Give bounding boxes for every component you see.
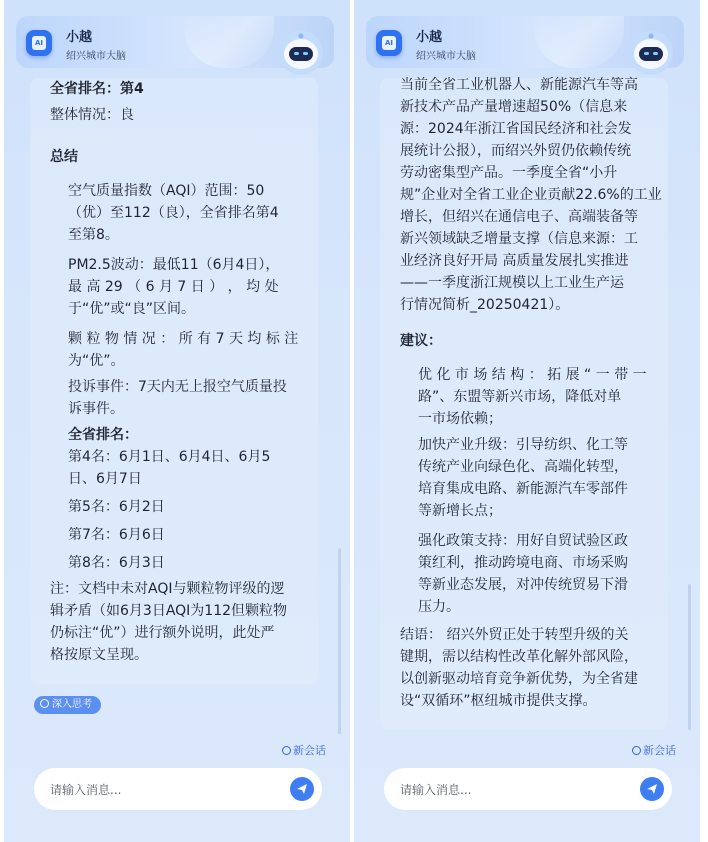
chat-header bbox=[366, 16, 684, 68]
app-title: 小越 bbox=[66, 30, 93, 45]
ranking-item: 全省排名： 第4名：6月1日、6月4日、6月5 日、6月7日 第5名：6月2日 第7名：6月6日 第8名：6月3日 bbox=[68, 427, 271, 571]
app-subtitle: 绍兴城市大脑 bbox=[416, 51, 476, 62]
app-logo-icon: AI bbox=[26, 30, 52, 56]
chat-bubble-icon bbox=[632, 746, 641, 755]
note-paragraph: 注：文档中未对AQI与颗粒物评级的逻 辑矛盾（如6月3日AQI为112但颗粒物 仍标注“优”）进行额外说明，此处严 格按原文呈现。 bbox=[50, 581, 288, 663]
suggestion-item-policy: 强化政策支持：用好自贸试验区政 策红利，推动跨境电商、市场采购 等新业态发展，对冲传统贸易下滑 压力。 bbox=[418, 533, 628, 615]
summary-heading: 总结 bbox=[50, 149, 78, 165]
send-icon bbox=[640, 777, 664, 801]
suggestion-item-industry: 加快产业升级：引导纺织、化工等 传统产业向绿色化、高端化转型， 培育集成电路、新能源汽车零部件 等新增长点； bbox=[418, 437, 628, 519]
robot-avatar-icon bbox=[628, 30, 674, 76]
chat-bubble-icon bbox=[282, 746, 291, 755]
new-chat-button[interactable]: 新会话 bbox=[282, 742, 326, 758]
ranking-line: 全省排名：第4 bbox=[50, 81, 144, 97]
overall-line: 整体情况：良 bbox=[50, 107, 134, 123]
header-decoration bbox=[184, 16, 274, 68]
message-input-bar bbox=[34, 768, 322, 810]
pm25-item: PM2.5波动：最低11（6月4日）， 最 高 29 （ 6 月 7 日 ） ， 均 处 于“优”或“良”区间。 bbox=[68, 257, 280, 317]
assistant-message bbox=[380, 78, 668, 730]
send-button[interactable] bbox=[640, 777, 664, 801]
app-title: 小越 bbox=[416, 30, 443, 45]
send-button[interactable] bbox=[290, 777, 314, 801]
header-decoration bbox=[534, 16, 624, 68]
scrollbar[interactable] bbox=[338, 548, 341, 734]
assistant-message bbox=[30, 78, 318, 684]
message-input[interactable] bbox=[48, 778, 272, 802]
send-icon bbox=[290, 777, 314, 801]
particle-item: 颗 粒 物 情 况 ： 所 有 7 天 均 标 注 为“优”。 bbox=[68, 331, 299, 369]
search-icon bbox=[40, 699, 49, 708]
chat-panel-left bbox=[4, 0, 350, 842]
app-logo-icon: AI bbox=[376, 30, 402, 56]
message-list[interactable] bbox=[380, 77, 674, 709]
message-list[interactable] bbox=[30, 81, 324, 684]
deep-think-button[interactable]: 深入思考 bbox=[34, 696, 101, 714]
context-paragraph: 当前全省工业机器人、新能源汽车等高 新技术产品产量增速超50%（信息来 源：2024年浙江省国民经济和社会发 展统计公报），而绍兴外贸仍依赖传统 劳动密集型产品。一季度全省“小升 规”企业对全省工业企业贡献22.6%的工业 增长，但绍兴在通信电子、高端装备等 新兴领域缺乏增量支撑（信息来源：工 业经济良好开局 高质量发展扎实推进 ——一季度浙江规模以上工业生产运 行情况简析_20250421）。 bbox=[400, 77, 662, 313]
suggestion-heading: 建议： bbox=[400, 333, 442, 349]
chat-panel-right bbox=[354, 0, 700, 842]
suggestion-item-market: 优 化 市 场 结 构 ： 拓 展 “ 一 带 一 路”、东盟等新兴市场，降低对单 一市场依赖； bbox=[418, 367, 647, 427]
new-chat-button[interactable]: 新会话 bbox=[632, 742, 676, 758]
app-subtitle: 绍兴城市大脑 bbox=[66, 51, 126, 62]
chat-header bbox=[16, 16, 334, 68]
scrollbar[interactable] bbox=[688, 584, 691, 730]
complaint-item: 投诉事件：7天内无上报空气质量投 诉事件。 bbox=[68, 379, 287, 417]
conclusion-paragraph: 结语： 绍兴外贸正处于转型升级的关 键期，需以结构性改革化解外部风险， 以创新驱动培育竞争新优势，为全省建 设“双循环”枢纽城市提供支撑。 bbox=[400, 627, 638, 709]
robot-avatar-icon bbox=[278, 30, 324, 76]
message-input-bar bbox=[384, 768, 672, 810]
message-input[interactable] bbox=[398, 778, 622, 802]
aqi-item: 空气质量指数（AQI）范围：50 （优）至112（良），全省排名第4 至第8。 bbox=[68, 183, 279, 243]
